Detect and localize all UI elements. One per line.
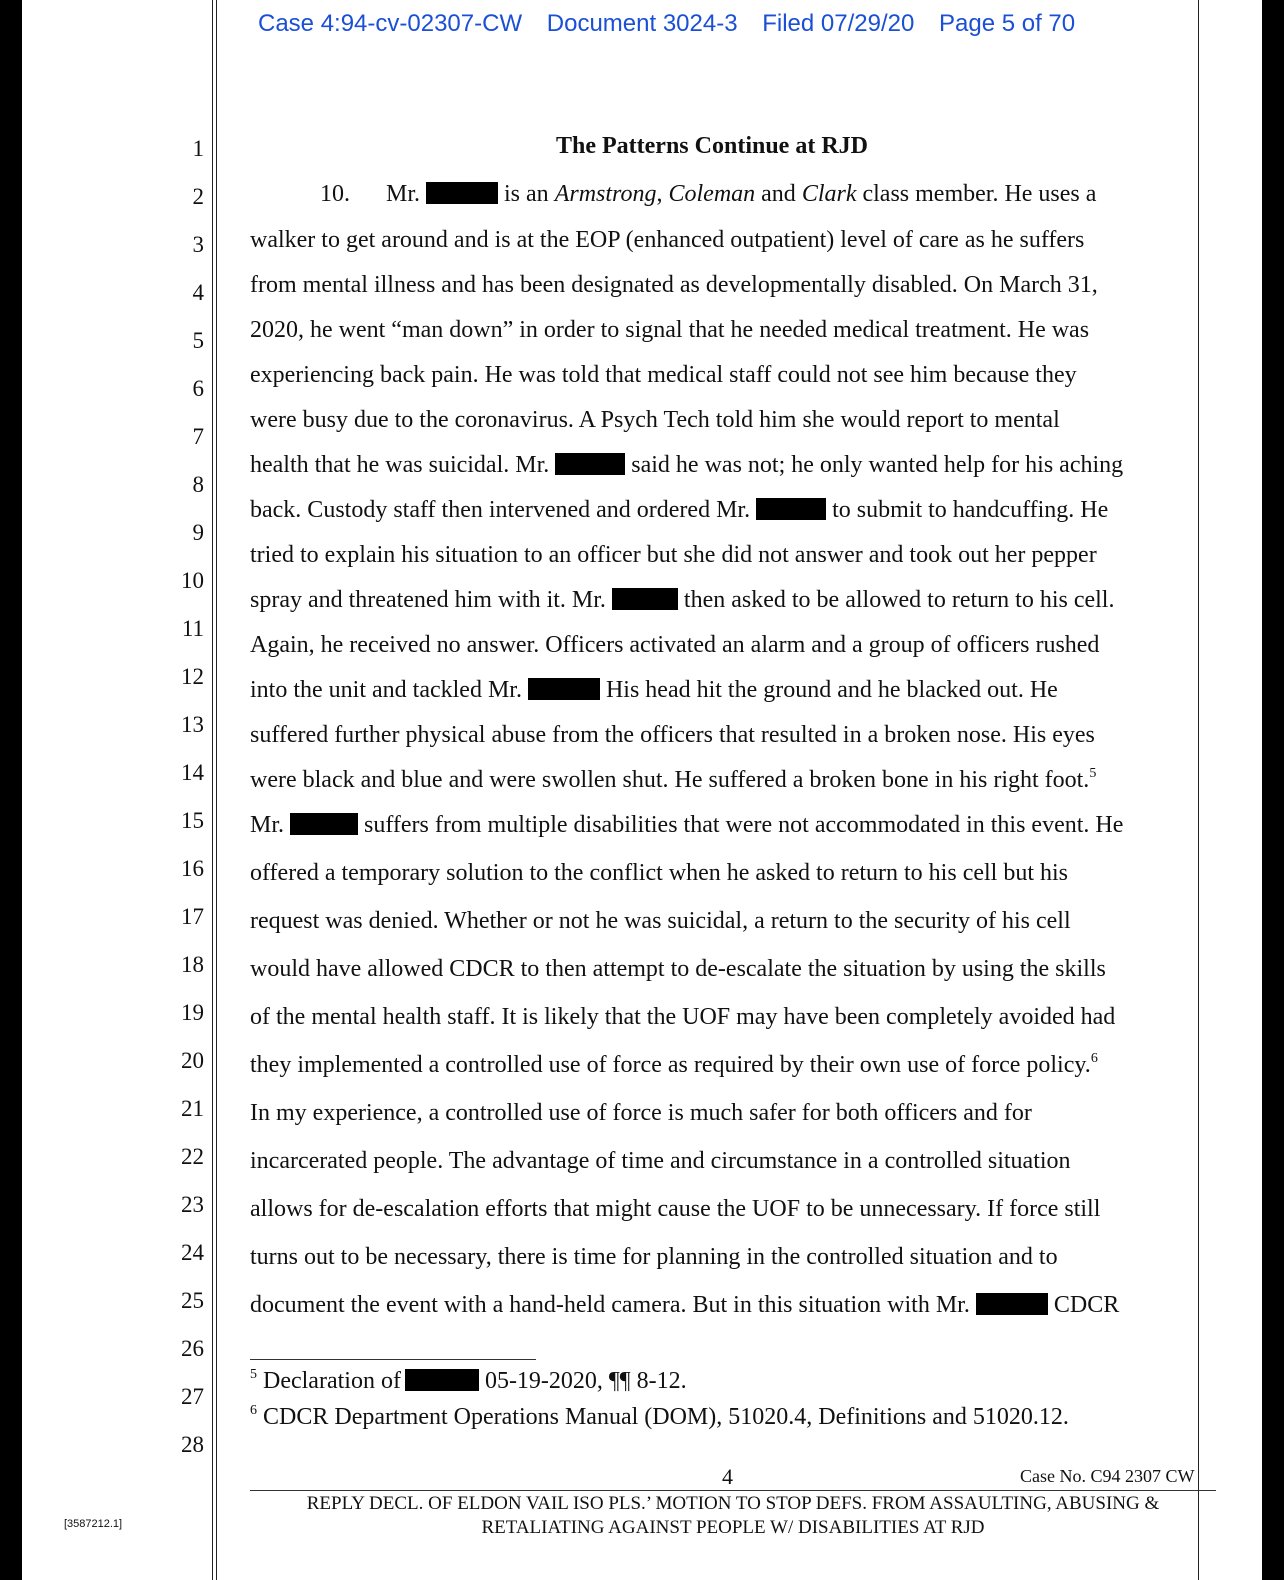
text-line: health that he was suicidal. Mr. said he was not; he only wanted help for his aching	[250, 452, 1124, 478]
document-page	[22, 0, 1262, 1580]
redaction-box	[612, 588, 678, 610]
footnote-5: $^5$ Declaration of 05-19-2020, ¶¶ 8-12.	[250, 1367, 687, 1394]
text-line: from mental illness and has been designated as developmentally disabled. On March 31,	[250, 272, 1098, 298]
line-number: 12	[181, 664, 204, 689]
line-number: 25	[181, 1288, 204, 1313]
line-number: 17	[181, 904, 204, 929]
line-number: 2	[192, 184, 204, 209]
footer-title: REPLY DECL. OF ELDON VAIL ISO PLS.’ MOTION TO STOP DEFS. FROM ASSAULTING, ABUSING & RETALIATING AGAINST PEOPLE W/ DISABILITIES AT RJD	[306, 1493, 1160, 1538]
text-line: document the event with a hand-held camera. But in this situation with Mr. CDCR	[250, 1292, 1120, 1318]
line-number: 16	[181, 856, 204, 881]
line-number: 8	[192, 472, 204, 497]
text-line: offered a temporary solution to the conflict when he asked to return to his cell but his	[250, 860, 1069, 886]
header-document: Document 3024-3	[546, 10, 738, 37]
text-line: of the mental health staff. It is likely that the UOF may have been completely avoided had	[250, 1004, 1116, 1030]
line-number: 9	[192, 520, 204, 545]
text-line: Mr. suffers from multiple disabilities that were not accommodated in this event. He	[250, 812, 1124, 838]
text-line: request was denied. Whether or not he was suicidal, a return to the security of his cell	[250, 908, 1071, 934]
line-number: 11	[181, 616, 204, 641]
header-page: Page 5 of 70	[939, 10, 1076, 37]
text-line: into the unit and tackled Mr. His head hit the ground and he blacked out. He	[250, 677, 1058, 703]
line-number: 23	[181, 1192, 204, 1217]
redaction-box	[555, 453, 625, 475]
line-number: 6	[192, 376, 204, 401]
document-id: [3587212.1]	[64, 1518, 123, 1530]
line-number: 4	[192, 280, 204, 305]
header-filed: Filed 07/29/20	[762, 10, 915, 37]
redaction-box	[756, 498, 826, 520]
text-line: they implemented a controlled use of force as required by their own use of force policy.$^6$	[250, 1051, 1098, 1078]
footnote-ref: 6	[1090, 1051, 1098, 1066]
footnote-ref: 5	[1089, 766, 1097, 781]
text-line: were black and blue and were swollen shut. He suffered a broken bone in his right foot.$^5$	[250, 766, 1097, 793]
footnote-6: $^6$ CDCR Department Operations Manual (DOM), 51020.4, Definitions and 51020.12.	[250, 1403, 1069, 1430]
redaction-box	[976, 1293, 1048, 1315]
ecf-header	[258, 10, 1093, 38]
line-number: 5	[192, 328, 204, 353]
line-number: 18	[181, 952, 204, 977]
text-line: back. Custody staff then intervened and ordered Mr. to submit to handcuffing. He	[250, 497, 1109, 523]
text-line: 10. Mr. is an Armstrong, Coleman and Clark class member. He uses a	[320, 181, 1097, 207]
header-case: Case 4:94-cv-02307-CW	[258, 10, 523, 37]
margin-rule-left-outer	[212, 0, 213, 1580]
paragraph-number: 10.	[320, 181, 350, 207]
line-number: 22	[181, 1144, 204, 1169]
text-line: suffered further physical abuse from the officers that resulted in a broken nose. His eyes	[250, 722, 1095, 748]
redaction-box	[290, 813, 358, 835]
line-number: 10	[181, 568, 204, 593]
line-number: 13	[181, 712, 204, 737]
footer-case-number: Case No. C94 2307 CW	[1020, 1466, 1195, 1486]
line-number: 26	[181, 1336, 204, 1361]
text-line: spray and threatened him with it. Mr. then asked to be allowed to return to his cell.	[250, 587, 1115, 613]
text-line: incarcerated people. The advantage of time and circumstance in a controlled situation	[250, 1148, 1071, 1174]
text-line: In my experience, a controlled use of force is much safer for both officers and for	[250, 1100, 1032, 1126]
line-number: 28	[181, 1432, 204, 1457]
line-number: 21	[181, 1096, 204, 1121]
line-number: 20	[181, 1048, 204, 1073]
line-number: 19	[181, 1000, 204, 1025]
redaction-box	[426, 182, 498, 204]
text-line: turns out to be necessary, there is time for planning in the controlled situation and to	[250, 1244, 1058, 1270]
redaction-box	[528, 678, 600, 700]
line-number: 3	[192, 232, 204, 257]
footnote-divider	[250, 1359, 536, 1360]
text-line: would have allowed CDCR to then attempt to de-escalate the situation by using the skills	[250, 956, 1106, 982]
page-number: 4	[722, 1464, 733, 1489]
text-line: allows for de-escalation efforts that might cause the UOF to be unnecessary. If force still	[250, 1196, 1101, 1222]
section-title: The Patterns Continue at RJD	[556, 133, 868, 159]
text-line: 2020, he went “man down” in order to signal that he needed medical treatment. He was	[250, 317, 1090, 343]
line-number: 27	[181, 1384, 204, 1409]
margin-rule-left-inner	[216, 0, 217, 1580]
line-number: 14	[181, 760, 204, 785]
line-number: 7	[192, 424, 204, 449]
line-number: 24	[181, 1240, 204, 1265]
text-line: walker to get around and is at the EOP (enhanced outpatient) level of care as he suffers	[250, 227, 1085, 253]
redaction-box	[405, 1369, 479, 1391]
footer-divider	[250, 1490, 1216, 1491]
line-number: 15	[181, 808, 204, 833]
text-line: experiencing back pain. He was told that medical staff could not see him because they	[250, 362, 1077, 388]
text-line: Again, he received no answer. Officers activated an alarm and a group of officers rushed	[250, 632, 1100, 658]
text-line: tried to explain his situation to an officer but she did not answer and took out her pepper	[250, 542, 1097, 568]
text-line: were busy due to the coronavirus. A Psych Tech told him she would report to mental	[250, 407, 1060, 433]
line-number: 1	[192, 136, 204, 161]
